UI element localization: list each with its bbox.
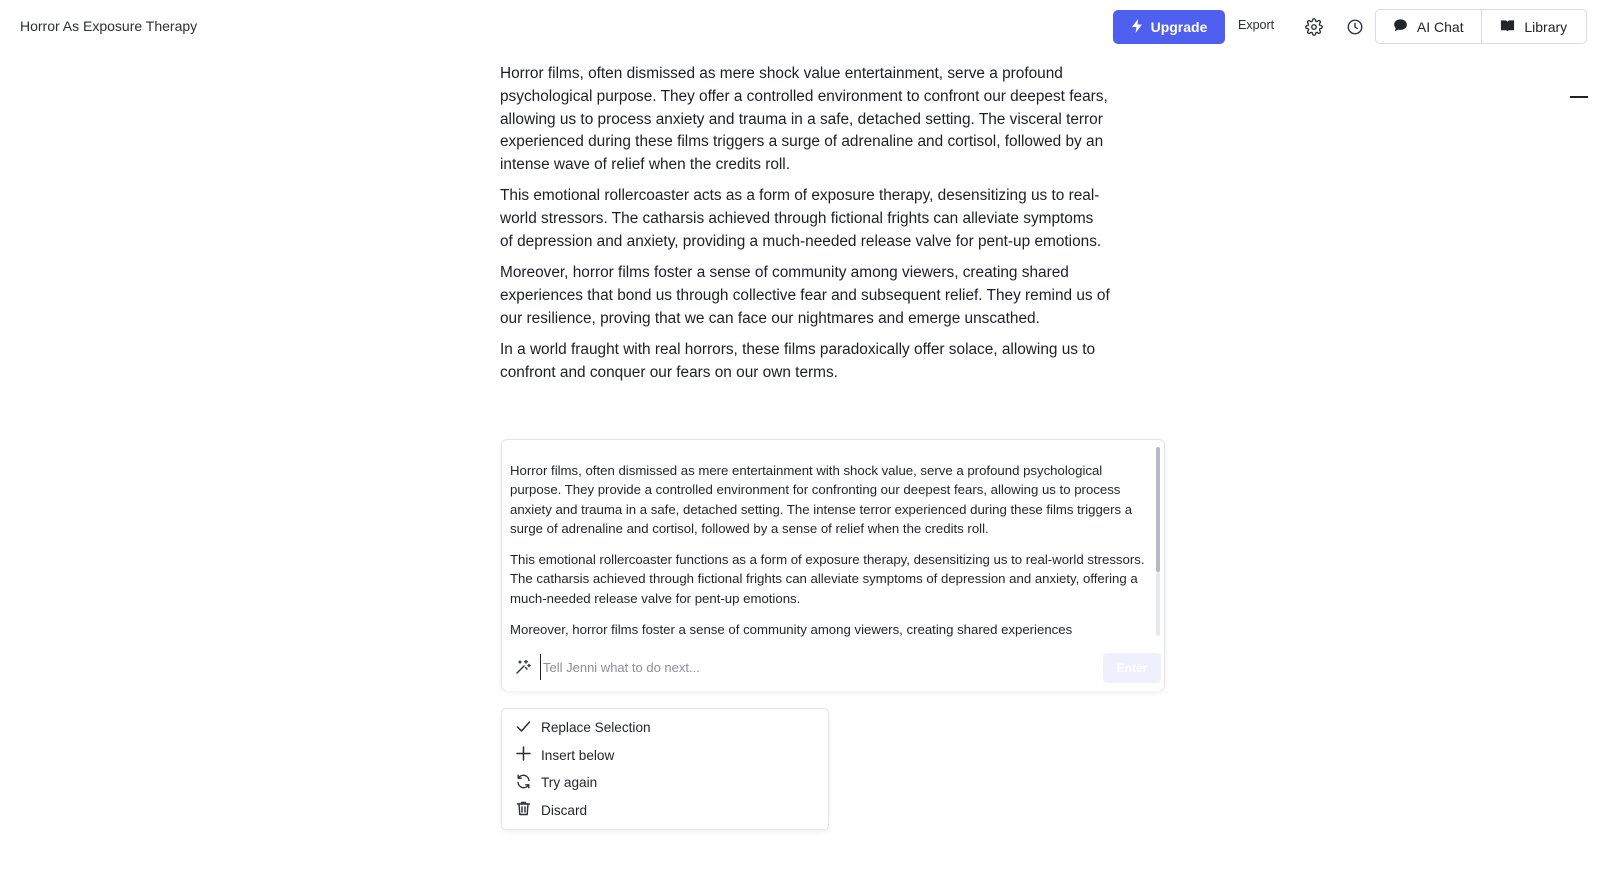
try-again-item[interactable] bbox=[502, 769, 828, 797]
collapse-marker[interactable] bbox=[1570, 96, 1588, 98]
upgrade-button[interactable] bbox=[1113, 10, 1225, 44]
discard-item[interactable] bbox=[502, 797, 828, 825]
document-title[interactable]: Horror As Exposure Therapy bbox=[20, 18, 198, 34]
gear-icon[interactable] bbox=[1303, 16, 1325, 38]
prompt-input[interactable] bbox=[540, 654, 1080, 680]
suggestion-paragraph: Moreover, horror films foster a sense of community among viewers, creating shared experiences bbox=[510, 622, 1073, 638]
replace-selection-item[interactable] bbox=[502, 714, 828, 742]
scrollbar-thumb[interactable] bbox=[1156, 447, 1160, 572]
chat-bubble-icon bbox=[1393, 18, 1408, 36]
menu-item-label: Discard bbox=[541, 802, 588, 818]
book-icon bbox=[1500, 18, 1515, 36]
export-button[interactable]: Export bbox=[1238, 18, 1275, 32]
prompt-row bbox=[502, 645, 1164, 691]
ai-suggestion-panel bbox=[501, 439, 1165, 691]
panel-toggle-group bbox=[1375, 9, 1587, 44]
upgrade-label: Upgrade bbox=[1150, 19, 1208, 35]
suggestion-text[interactable] bbox=[502, 440, 1164, 645]
doc-paragraph: Moreover, horror films foster a sense of community among viewers, creating shared experiences that bond us through collective fear and subsequent relief. They remind us of our resilience, proving that we can face our nightmares and emerge unscathed. bbox=[500, 264, 1110, 327]
library-label: Library bbox=[1524, 18, 1568, 35]
ai-chat-button[interactable] bbox=[1376, 10, 1481, 43]
insert-below-item[interactable] bbox=[502, 742, 828, 770]
plus-icon bbox=[515, 745, 532, 765]
menu-item-label: Try again bbox=[541, 775, 598, 791]
ai-chat-label: AI Chat bbox=[1416, 18, 1464, 35]
doc-paragraph: This emotional rollercoaster acts as a form of exposure therapy, desensitizing us to real-world stressors. The catharsis achieved through fictional frights can alleviate symptoms of depression and anxiety, providing a much-needed release valve for pent-up emotions. bbox=[500, 187, 1102, 251]
suggestion-actions-menu bbox=[501, 708, 829, 830]
doc-paragraph: Horror films, often dismissed as mere shock value entertainment, serve a profound psychological purpose. They offer a controlled environment to confront our deepest fears, allowing us to process anxiety and trauma in a safe, detached setting. The visceral terror experienced during these films triggers a surge of adrenaline and cortisol, followed by an intense wave of relief when the credits roll. bbox=[500, 65, 1108, 174]
top-bar bbox=[0, 0, 1600, 54]
library-button[interactable] bbox=[1481, 10, 1587, 43]
scrollbar-track[interactable] bbox=[1156, 572, 1160, 636]
refresh-icon bbox=[515, 773, 532, 793]
trash-icon bbox=[515, 800, 532, 820]
suggestion-paragraph: This emotional rollercoaster functions as a form of exposure therapy, desensitizing us to real-world stressors. The catharsis achieved through fictional frights can alleviate symptoms of depression and anxiety, offering a much-needed release valve for pent-up emotions. bbox=[510, 552, 1145, 606]
menu-item-label: Replace Selection bbox=[541, 720, 651, 736]
check-icon bbox=[515, 718, 532, 738]
magic-wand-icon bbox=[514, 658, 532, 676]
suggestion-paragraph: Horror films, often dismissed as mere entertainment with shock value, serve a profound psychological purpose. They provide a controlled environment for confronting our deepest fears, allowing us to process anxiety and trauma in a safe, detached setting. The intense terror experienced during these films triggers a surge of adrenaline and cortisol, followed by a sense of relief when the credits roll. bbox=[510, 463, 1133, 536]
document-body[interactable] bbox=[500, 63, 1110, 393]
lightning-icon bbox=[1131, 19, 1143, 36]
enter-button[interactable]: Enter bbox=[1103, 653, 1161, 683]
clock-icon[interactable] bbox=[1344, 16, 1366, 38]
doc-paragraph: In a world fraught with real horrors, these films paradoxically offer solace, allowing us to confront and conquer our fears on our own terms. bbox=[500, 341, 1096, 382]
menu-item-label: Insert below bbox=[541, 747, 615, 763]
